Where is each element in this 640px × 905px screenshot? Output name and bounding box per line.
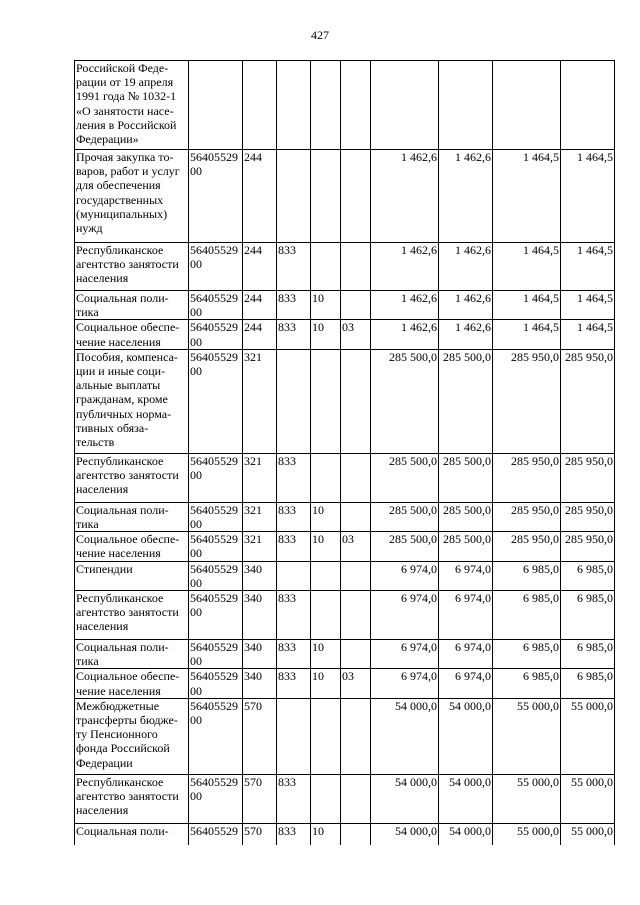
amount-1: [371, 61, 439, 150]
amount-2: 54 000,0: [439, 698, 493, 774]
amount-1: 285 500,0: [371, 502, 439, 531]
target-article-code: 56405529 00: [189, 561, 243, 590]
target-article-code: 56405529 00: [189, 453, 243, 502]
table-row: [75, 591, 615, 640]
amount-4: 285 950,0: [561, 502, 615, 531]
subsection-code: [341, 502, 371, 531]
amount-1: 6 974,0: [371, 640, 439, 669]
amount-1: 54 000,0: [371, 774, 439, 823]
target-article-code: 56405529 00: [189, 669, 243, 698]
subsection-code: [341, 61, 371, 150]
table-row: [75, 774, 615, 823]
subsection-code: 03: [341, 320, 371, 349]
department-code: 833: [277, 823, 311, 845]
amount-1: 1 462,6: [371, 291, 439, 320]
amount-2: 1 462,6: [439, 150, 493, 243]
table-row: [75, 349, 615, 453]
department-code: 833: [277, 532, 311, 561]
amount-3: 6 985,0: [493, 669, 561, 698]
department-code: 833: [277, 502, 311, 531]
target-article-code: 56405529 00: [189, 502, 243, 531]
expense-type-code: 244: [243, 243, 277, 291]
target-article-code: 56405529 00: [189, 698, 243, 774]
amount-3: 1 464,5: [493, 320, 561, 349]
target-article-code: 56405529 00: [189, 320, 243, 349]
expense-type-code: 321: [243, 453, 277, 502]
amount-4: [561, 61, 615, 150]
section-code: [311, 243, 341, 291]
amount-2: 1 462,6: [439, 320, 493, 349]
department-code: 833: [277, 591, 311, 640]
subsection-code: [341, 150, 371, 243]
amount-3: 6 985,0: [493, 591, 561, 640]
amount-4: 55 000,0: [561, 823, 615, 845]
amount-1: 285 500,0: [371, 532, 439, 561]
expense-type-code: 321: [243, 532, 277, 561]
section-code: [311, 774, 341, 823]
department-code: 833: [277, 291, 311, 320]
amount-1: 1 462,6: [371, 320, 439, 349]
amount-4: 1 464,5: [561, 150, 615, 243]
amount-4: 1 464,5: [561, 320, 615, 349]
section-code: [311, 698, 341, 774]
amount-4: 285 950,0: [561, 453, 615, 502]
target-article-code: 56405529: [189, 823, 243, 845]
amount-3: 285 950,0: [493, 349, 561, 453]
table-row: [75, 502, 615, 531]
table-row: [75, 561, 615, 590]
target-article-code: 56405529 00: [189, 243, 243, 291]
amount-2: 54 000,0: [439, 823, 493, 845]
amount-1: 54 000,0: [371, 698, 439, 774]
target-article-code: 56405529 00: [189, 591, 243, 640]
amount-4: 6 985,0: [561, 591, 615, 640]
expense-type-code: 340: [243, 669, 277, 698]
table-row: [75, 150, 615, 243]
department-code: 833: [277, 453, 311, 502]
row-name: Стипендии: [75, 561, 189, 590]
amount-2: 1 462,6: [439, 291, 493, 320]
row-name: Республиканское агентство занятости населения: [75, 453, 189, 502]
amount-4: 55 000,0: [561, 774, 615, 823]
row-name: Прочая закупка то- варов, работ и услуг для обеспечения государственных (муниципальных) нужд: [75, 150, 189, 243]
expense-type-code: 570: [243, 823, 277, 845]
amount-1: 1 462,6: [371, 150, 439, 243]
row-name: Социальная поли- тика: [75, 640, 189, 669]
expense-type-code: 244: [243, 320, 277, 349]
section-code: 10: [311, 502, 341, 531]
table-row: [75, 823, 615, 845]
amount-2: 6 974,0: [439, 640, 493, 669]
amount-4: 285 950,0: [561, 349, 615, 453]
row-name: Социальная поли- тика: [75, 502, 189, 531]
expense-type-code: 340: [243, 591, 277, 640]
amount-2: 6 974,0: [439, 591, 493, 640]
subsection-code: [341, 823, 371, 845]
row-name: Республиканское агентство занятости населения: [75, 243, 189, 291]
table-row: [75, 698, 615, 774]
amount-3: 285 950,0: [493, 532, 561, 561]
amount-3: 6 985,0: [493, 640, 561, 669]
table-row: [75, 243, 615, 291]
amount-2: 285 500,0: [439, 453, 493, 502]
amount-1: 6 974,0: [371, 591, 439, 640]
department-code: [277, 150, 311, 243]
amount-3: 55 000,0: [493, 823, 561, 845]
amount-2: 6 974,0: [439, 669, 493, 698]
department-code: [277, 561, 311, 590]
amount-4: 1 464,5: [561, 243, 615, 291]
subsection-code: [341, 774, 371, 823]
section-code: 10: [311, 320, 341, 349]
section-code: 10: [311, 291, 341, 320]
amount-4: 285 950,0: [561, 532, 615, 561]
amount-4: 1 464,5: [561, 291, 615, 320]
section-code: [311, 453, 341, 502]
amount-3: 285 950,0: [493, 502, 561, 531]
amount-3: 55 000,0: [493, 774, 561, 823]
section-code: [311, 349, 341, 453]
row-name: Республиканское агентство занятости населения: [75, 774, 189, 823]
amount-3: 285 950,0: [493, 453, 561, 502]
amount-4: 55 000,0: [561, 698, 615, 774]
department-code: [277, 349, 311, 453]
target-article-code: 56405529 00: [189, 150, 243, 243]
amount-1: 6 974,0: [371, 669, 439, 698]
expense-type-code: 340: [243, 561, 277, 590]
amount-4: 6 985,0: [561, 669, 615, 698]
subsection-code: [341, 291, 371, 320]
amount-2: 285 500,0: [439, 532, 493, 561]
target-article-code: 56405529 00: [189, 774, 243, 823]
department-code: 833: [277, 243, 311, 291]
expense-type-code: 321: [243, 502, 277, 531]
table-row: [75, 291, 615, 320]
target-article-code: 56405529 00: [189, 349, 243, 453]
subsection-code: [341, 243, 371, 291]
subsection-code: [341, 591, 371, 640]
amount-3: 55 000,0: [493, 698, 561, 774]
department-code: 833: [277, 640, 311, 669]
amount-1: 285 500,0: [371, 453, 439, 502]
row-name: Межбюджетные трансферты бюдже- ту Пенсионного фонда Российской Федерации: [75, 698, 189, 774]
amount-4: 6 985,0: [561, 561, 615, 590]
department-code: 833: [277, 669, 311, 698]
section-code: 10: [311, 669, 341, 698]
section-code: [311, 561, 341, 590]
page-number: 427: [311, 28, 329, 42]
target-article-code: 56405529 00: [189, 291, 243, 320]
expense-type-code: 321: [243, 349, 277, 453]
amount-2: 285 500,0: [439, 349, 493, 453]
department-code: [277, 61, 311, 150]
amount-1: 54 000,0: [371, 823, 439, 845]
amount-3: [493, 61, 561, 150]
row-name: Социальное обеспе- чение населения: [75, 320, 189, 349]
row-name: Пособия, компенса- ции и иные соци- альные выплаты гражданам, кроме публичных норма- тивных обяза- тельств: [75, 349, 189, 453]
table-row: [75, 532, 615, 561]
amount-2: 1 462,6: [439, 243, 493, 291]
subsection-code: 03: [341, 532, 371, 561]
amount-3: 1 464,5: [493, 243, 561, 291]
subsection-code: [341, 561, 371, 590]
table-row: [75, 669, 615, 698]
amount-3: 6 985,0: [493, 561, 561, 590]
subsection-code: [341, 698, 371, 774]
amount-2: [439, 61, 493, 150]
section-code: [311, 591, 341, 640]
table-row: [75, 61, 615, 150]
subsection-code: [341, 453, 371, 502]
department-code: 833: [277, 320, 311, 349]
row-name: Социальная поли- тика: [75, 291, 189, 320]
section-code: 10: [311, 532, 341, 561]
section-code: 10: [311, 640, 341, 669]
target-article-code: 56405529 00: [189, 640, 243, 669]
amount-3: 1 464,5: [493, 291, 561, 320]
subsection-code: [341, 349, 371, 453]
subsection-code: 03: [341, 669, 371, 698]
amount-1: 1 462,6: [371, 243, 439, 291]
row-name: Республиканское агентство занятости населения: [75, 591, 189, 640]
table-row: [75, 320, 615, 349]
section-code: [311, 61, 341, 150]
row-name: Социальная поли-: [75, 823, 189, 845]
department-code: 833: [277, 774, 311, 823]
amount-4: 6 985,0: [561, 640, 615, 669]
target-article-code: [189, 61, 243, 150]
table-row: [75, 453, 615, 502]
amount-3: 1 464,5: [493, 150, 561, 243]
amount-2: 285 500,0: [439, 502, 493, 531]
amount-2: 6 974,0: [439, 561, 493, 590]
budget-table: [74, 60, 615, 845]
expense-type-code: 244: [243, 291, 277, 320]
row-name: Российской Феде- рации от 19 апреля 1991 года № 1032-1 «О занятости насе- ления в Российской Федерации»: [75, 61, 189, 150]
amount-1: 6 974,0: [371, 561, 439, 590]
section-code: [311, 150, 341, 243]
expense-type-code: [243, 61, 277, 150]
department-code: [277, 698, 311, 774]
target-article-code: 56405529 00: [189, 532, 243, 561]
amount-2: 54 000,0: [439, 774, 493, 823]
row-name: Социальное обеспе- чение населения: [75, 669, 189, 698]
row-name: Социальное обеспе- чение населения: [75, 532, 189, 561]
expense-type-code: 570: [243, 698, 277, 774]
table-row: [75, 640, 615, 669]
expense-type-code: 244: [243, 150, 277, 243]
section-code: 10: [311, 823, 341, 845]
expense-type-code: 340: [243, 640, 277, 669]
subsection-code: [341, 640, 371, 669]
amount-1: 285 500,0: [371, 349, 439, 453]
expense-type-code: 570: [243, 774, 277, 823]
